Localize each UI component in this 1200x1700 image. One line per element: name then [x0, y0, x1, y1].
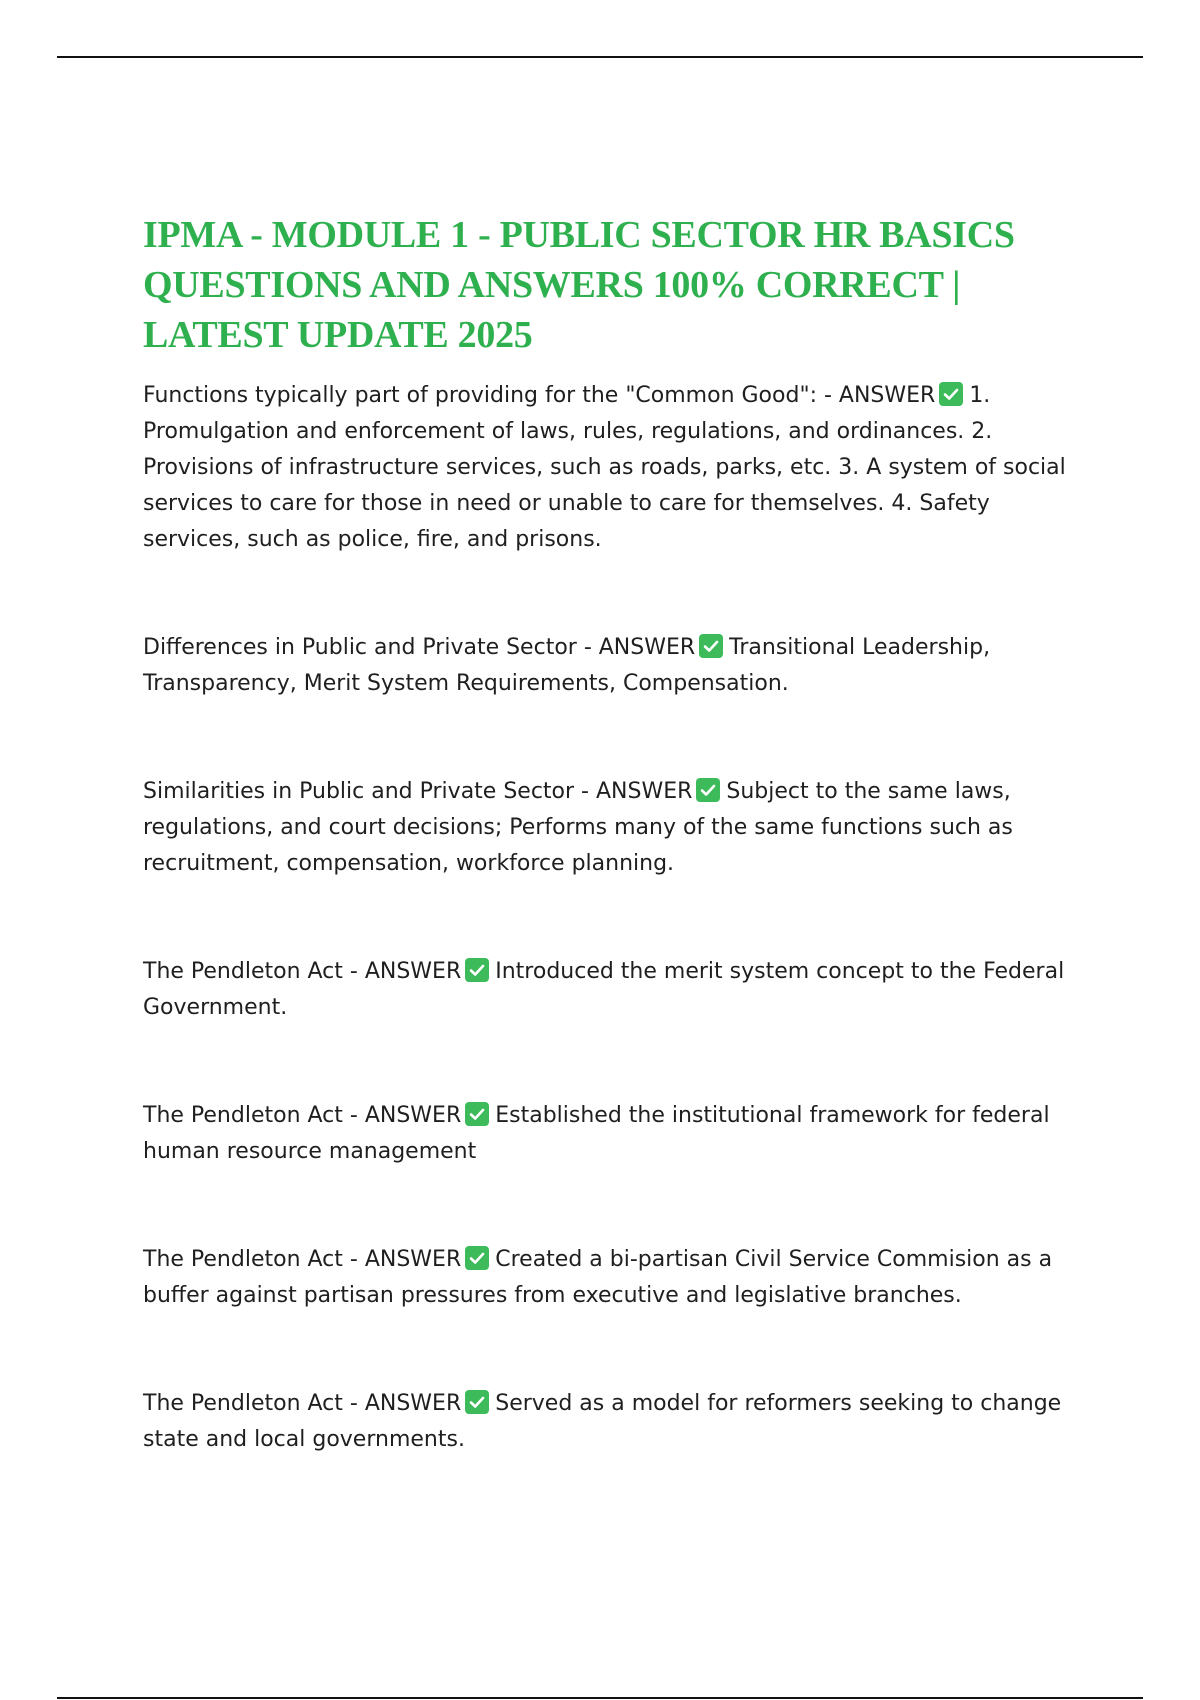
qa-item [143, 1098, 1073, 1170]
qa-item [143, 954, 1073, 1026]
checkmark-icon [465, 1102, 489, 1126]
checkmark-icon [696, 778, 720, 802]
answer-text: 1. Promulgation and enforcement of laws, rules, regulations, and ordinances. 2. Provisions of infrastructure services, such as roads, parks, etc. 3. A system of social services to care for those in need or unable to care for themselves. 4. Safety services, such as police, fire, and prisons. [143, 383, 1066, 552]
qa-item [143, 630, 1073, 702]
question-text: Similarities in Public and Private Sector - ANSWER [143, 779, 693, 804]
question-text: The Pendleton Act - ANSWER [143, 959, 462, 984]
top-rule [57, 56, 1143, 58]
checkmark-icon [465, 1246, 489, 1270]
checkmark-icon [465, 958, 489, 982]
qa-item [143, 774, 1073, 882]
checkmark-icon [699, 634, 723, 658]
checkmark-icon [939, 382, 963, 406]
qa-item [143, 1242, 1073, 1314]
qa-item [143, 1386, 1073, 1458]
checkmark-icon [465, 1390, 489, 1414]
question-text: The Pendleton Act - ANSWER [143, 1391, 462, 1416]
question-text: Functions typically part of providing for the "Common Good": - ANSWER [143, 383, 936, 408]
answer-text: Served as a model for reformers seeking to change state and local governments. [143, 1391, 1062, 1452]
document-title: IPMA - MODULE 1 - PUBLIC SECTOR HR BASICS QUESTIONS AND ANSWERS 100% CORRECT | LATEST UPDATE 2025 [143, 214, 1015, 356]
answer-text: Transitional Leadership, Transparency, Merit System Requirements, Compensation. [143, 635, 991, 696]
answer-text: Introduced the merit system concept to the Federal Government. [143, 959, 1065, 1020]
question-text: Differences in Public and Private Sector - ANSWER [143, 635, 696, 660]
answer-text: Established the institutional framework for federal human resource management [143, 1103, 1050, 1164]
qa-item [143, 378, 1073, 558]
answer-text: Created a bi-partisan Civil Service Commision as a buffer against partisan pressures from executive and legislative branches. [143, 1247, 1053, 1308]
bottom-rule [57, 1697, 1143, 1699]
answer-text: Subject to the same laws, regulations, and court decisions; Performs many of the same functions such as recruitment, compensation, workforce planning. [143, 779, 1013, 876]
question-text: The Pendleton Act - ANSWER [143, 1103, 462, 1128]
question-text: The Pendleton Act - ANSWER [143, 1247, 462, 1272]
document-body [143, 210, 1073, 1458]
